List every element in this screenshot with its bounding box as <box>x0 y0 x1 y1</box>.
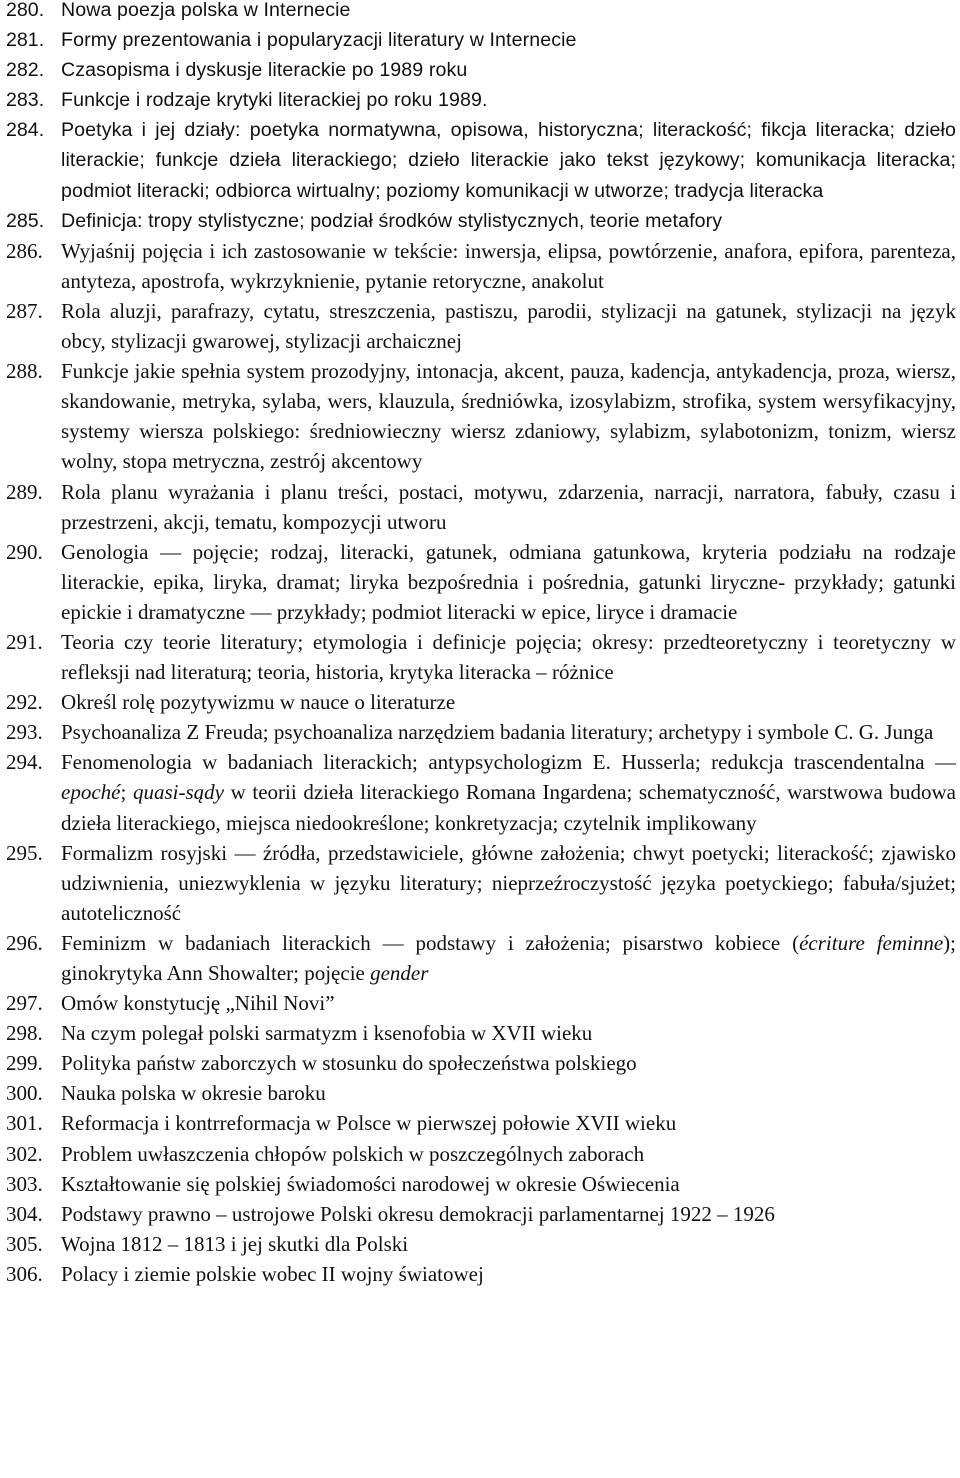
list-item <box>6 115 956 205</box>
item-text: Formy prezentowania i popularyzacji literatury w Internecie <box>61 29 577 52</box>
item-text: Na czym polegał polski sarmatyzm i ksenofobia w XVII wieku <box>61 1021 593 1046</box>
list-item <box>6 928 956 988</box>
item-text: Polacy i ziemie polskie wobec II wojny światowej <box>61 1261 484 1286</box>
list-item <box>6 747 956 837</box>
item-text: Określ rolę pozytywizmu w nauce o literaturze <box>61 690 456 715</box>
text-part-italic: epoché <box>61 780 121 805</box>
item-number: 296. <box>6 930 43 955</box>
item-number: 289. <box>6 479 43 504</box>
item-text <box>61 747 956 837</box>
item-number: 298. <box>6 1021 43 1046</box>
item-text: Definicja: tropy stylistyczne; podział środków stylistycznych, teorie metafory <box>61 209 723 232</box>
question-list <box>6 0 956 1289</box>
item-number: 299. <box>6 1051 43 1076</box>
item-number: 281. <box>6 29 45 52</box>
item-text: Polityka państw zaborczych w stosunku do społeczeństwa polskiego <box>61 1051 637 1076</box>
text-part: w teorii dzieła literackiego Romana Ingardena; schematyczność, warstwowa budowa dzieła literackiego, miejsca niedookreślone; konkretyzacja; czytelnik implikowany <box>61 780 956 835</box>
item-number: 306. <box>6 1261 43 1286</box>
text-part-italic: quasi-sądy <box>132 780 224 805</box>
item-number: 300. <box>6 1081 43 1106</box>
text-part: ; <box>120 780 133 805</box>
list-item <box>6 717 956 747</box>
item-text: Genologia — pojęcie; rodzaj, literacki, gatunek, odmiana gatunkowa, kryteria podziału na rodzaje literackie, epika, liryka, dramat; liryka bezpośrednia i pośrednia, gatunki liryczne- przykłady; gatunki epickie i dramatyczne — przykłady; podmiot literacki w epice, liryce i dramacie <box>61 539 956 624</box>
item-number: 302. <box>6 1141 43 1166</box>
item-text: Problem uwłaszczenia chłopów polskich w poszczególnych zaborach <box>61 1141 645 1166</box>
item-text: Psychoanaliza Z Freuda; psychoanaliza narzędziem badania literatury; archetypy i symbole C. G. Junga <box>61 720 934 745</box>
text-part: Fenomenologia w badaniach literackich; antypsychologizm E. Husserla; redukcja trascendentalna — <box>61 750 956 775</box>
item-number: 283. <box>6 89 45 112</box>
item-text: Nowa poezja polska w Internecie <box>61 0 351 21</box>
item-text: Poetyka i jej działy: poetyka normatywna, opisowa, historyczna; literackość; fikcja literacka; dzieło literackie; funkcje dzieła literackiego; dzieło literackie jako tekst językowy; komunikacja literacka; podmiot literacki; odbiorca wirtualny; poziomy komunikacji w utworze; tradycja literacka <box>61 119 956 202</box>
list-item <box>6 627 956 687</box>
text-part-italic: écriture feminne <box>799 930 944 955</box>
item-text: Funkcje i rodzaje krytyki literackiej po roku 1989. <box>61 89 488 112</box>
item-text: Wyjaśnij pojęcia i ich zastosowanie w tekście: inwersja, elipsa, powtórzenie, anafora, epifora, parenteza, antyteza, apostrofa, wykrzyknienie, pytanie retoryczne, anakolut <box>61 238 956 293</box>
list-item <box>6 296 956 356</box>
item-number: 294. <box>6 750 43 775</box>
item-text: Czasopisma i dyskusje literackie po 1989 roku <box>61 59 468 82</box>
item-number: 291. <box>6 629 43 654</box>
list-item <box>6 687 956 717</box>
list-item <box>6 25 956 55</box>
item-number: 290. <box>6 539 43 564</box>
list-item <box>6 85 956 115</box>
list-item <box>6 477 956 537</box>
item-text <box>61 928 956 988</box>
item-text: Rola planu wyrażania i planu treści, postaci, motywu, zdarzenia, narracji, narratora, fabuły, czasu i przestrzeni, akcji, tematu, kompozycji utworu <box>61 479 956 534</box>
list-item <box>6 1229 956 1259</box>
list-item <box>6 537 956 627</box>
list-item <box>6 1078 956 1108</box>
item-text: Podstawy prawno – ustrojowe Polski okresu demokracji parlamentarnej 1922 – 1926 <box>61 1201 775 1226</box>
list-item <box>6 1259 956 1289</box>
item-number: 297. <box>6 991 43 1016</box>
list-item <box>6 356 956 476</box>
item-text: Reformacja i kontrreformacja w Polsce w pierwszej połowie XVII wieku <box>61 1111 677 1136</box>
list-item <box>6 1018 956 1048</box>
item-text: Nauka polska w okresie baroku <box>61 1081 326 1106</box>
item-number: 288. <box>6 359 43 384</box>
item-text: Teoria czy teorie literatury; etymologia i definicje pojęcia; okresy: przedteoretyczny i teoretyczny w refleksji nad literaturą; teoria, historia, krytyka literacka – różnice <box>61 629 956 685</box>
text-part: Feminizm w badaniach literackich — podstawy i założenia; pisarstwo kobiece ( <box>61 930 800 955</box>
item-number: 301. <box>6 1111 43 1136</box>
list-item <box>6 838 956 928</box>
item-number: 286. <box>6 238 43 263</box>
item-number: 303. <box>6 1171 43 1196</box>
item-number: 287. <box>6 298 43 323</box>
item-text: Omów konstytucję „Nihil Novi” <box>61 991 335 1016</box>
item-text: Wojna 1812 – 1813 i jej skutki dla Polski <box>61 1231 409 1256</box>
item-number: 295. <box>6 840 43 865</box>
list-item <box>6 1199 956 1229</box>
item-text: Kształtowanie się polskiej świadomości narodowej w okresie Oświecenia <box>61 1171 680 1196</box>
item-number: 304. <box>6 1201 43 1226</box>
item-number: 282. <box>6 59 45 82</box>
list-item <box>6 1108 956 1138</box>
list-item <box>6 236 956 296</box>
item-number: 280. <box>6 0 45 21</box>
list-item <box>6 1169 956 1199</box>
item-number: 292. <box>6 690 43 715</box>
list-item <box>6 0 956 25</box>
item-text: Funkcje jakie spełnia system prozodyjny, intonacja, akcent, pauza, kadencja, antykadencja, proza, wiersz, skandowanie, metryka, sylaba, wers, klauzula, średniówka, izosylabizm, strofika, system wersyfikacyjny, systemy wiersza polskiego: średniowieczny wiersz zdaniowy, sylabizm, sylabotonizm, tonizm, wiersz wolny, stopa metryczna, zestrój akcentowy <box>61 359 956 474</box>
text-part: ); ginokrytyka Ann Showalter; pojęcie <box>61 930 956 985</box>
item-number: 293. <box>6 720 43 745</box>
list-item <box>6 1139 956 1169</box>
text-part-italic: gender <box>370 961 429 985</box>
list-item <box>6 988 956 1018</box>
list-item <box>6 55 956 85</box>
item-number: 285. <box>6 209 45 232</box>
item-text: Rola aluzji, parafrazy, cytatu, streszczenia, pastiszu, parodii, stylizacji na gatunek, stylizacji na język obcy, stylizacji gwarowej, stylizacji archaicznej <box>61 298 956 354</box>
list-item <box>6 1048 956 1078</box>
list-item <box>6 206 956 236</box>
item-text: Formalizm rosyjski — źródła, przedstawiciele, główne założenia; chwyt poetycki; literackość; zjawisko udziwnienia, uniezwyklenia w języku literatury; nieprzeźroczystość języka poetyckiego; fabuła/sjużet; autoteliczność <box>61 840 956 925</box>
item-number: 284. <box>6 119 45 142</box>
item-number: 305. <box>6 1231 43 1256</box>
